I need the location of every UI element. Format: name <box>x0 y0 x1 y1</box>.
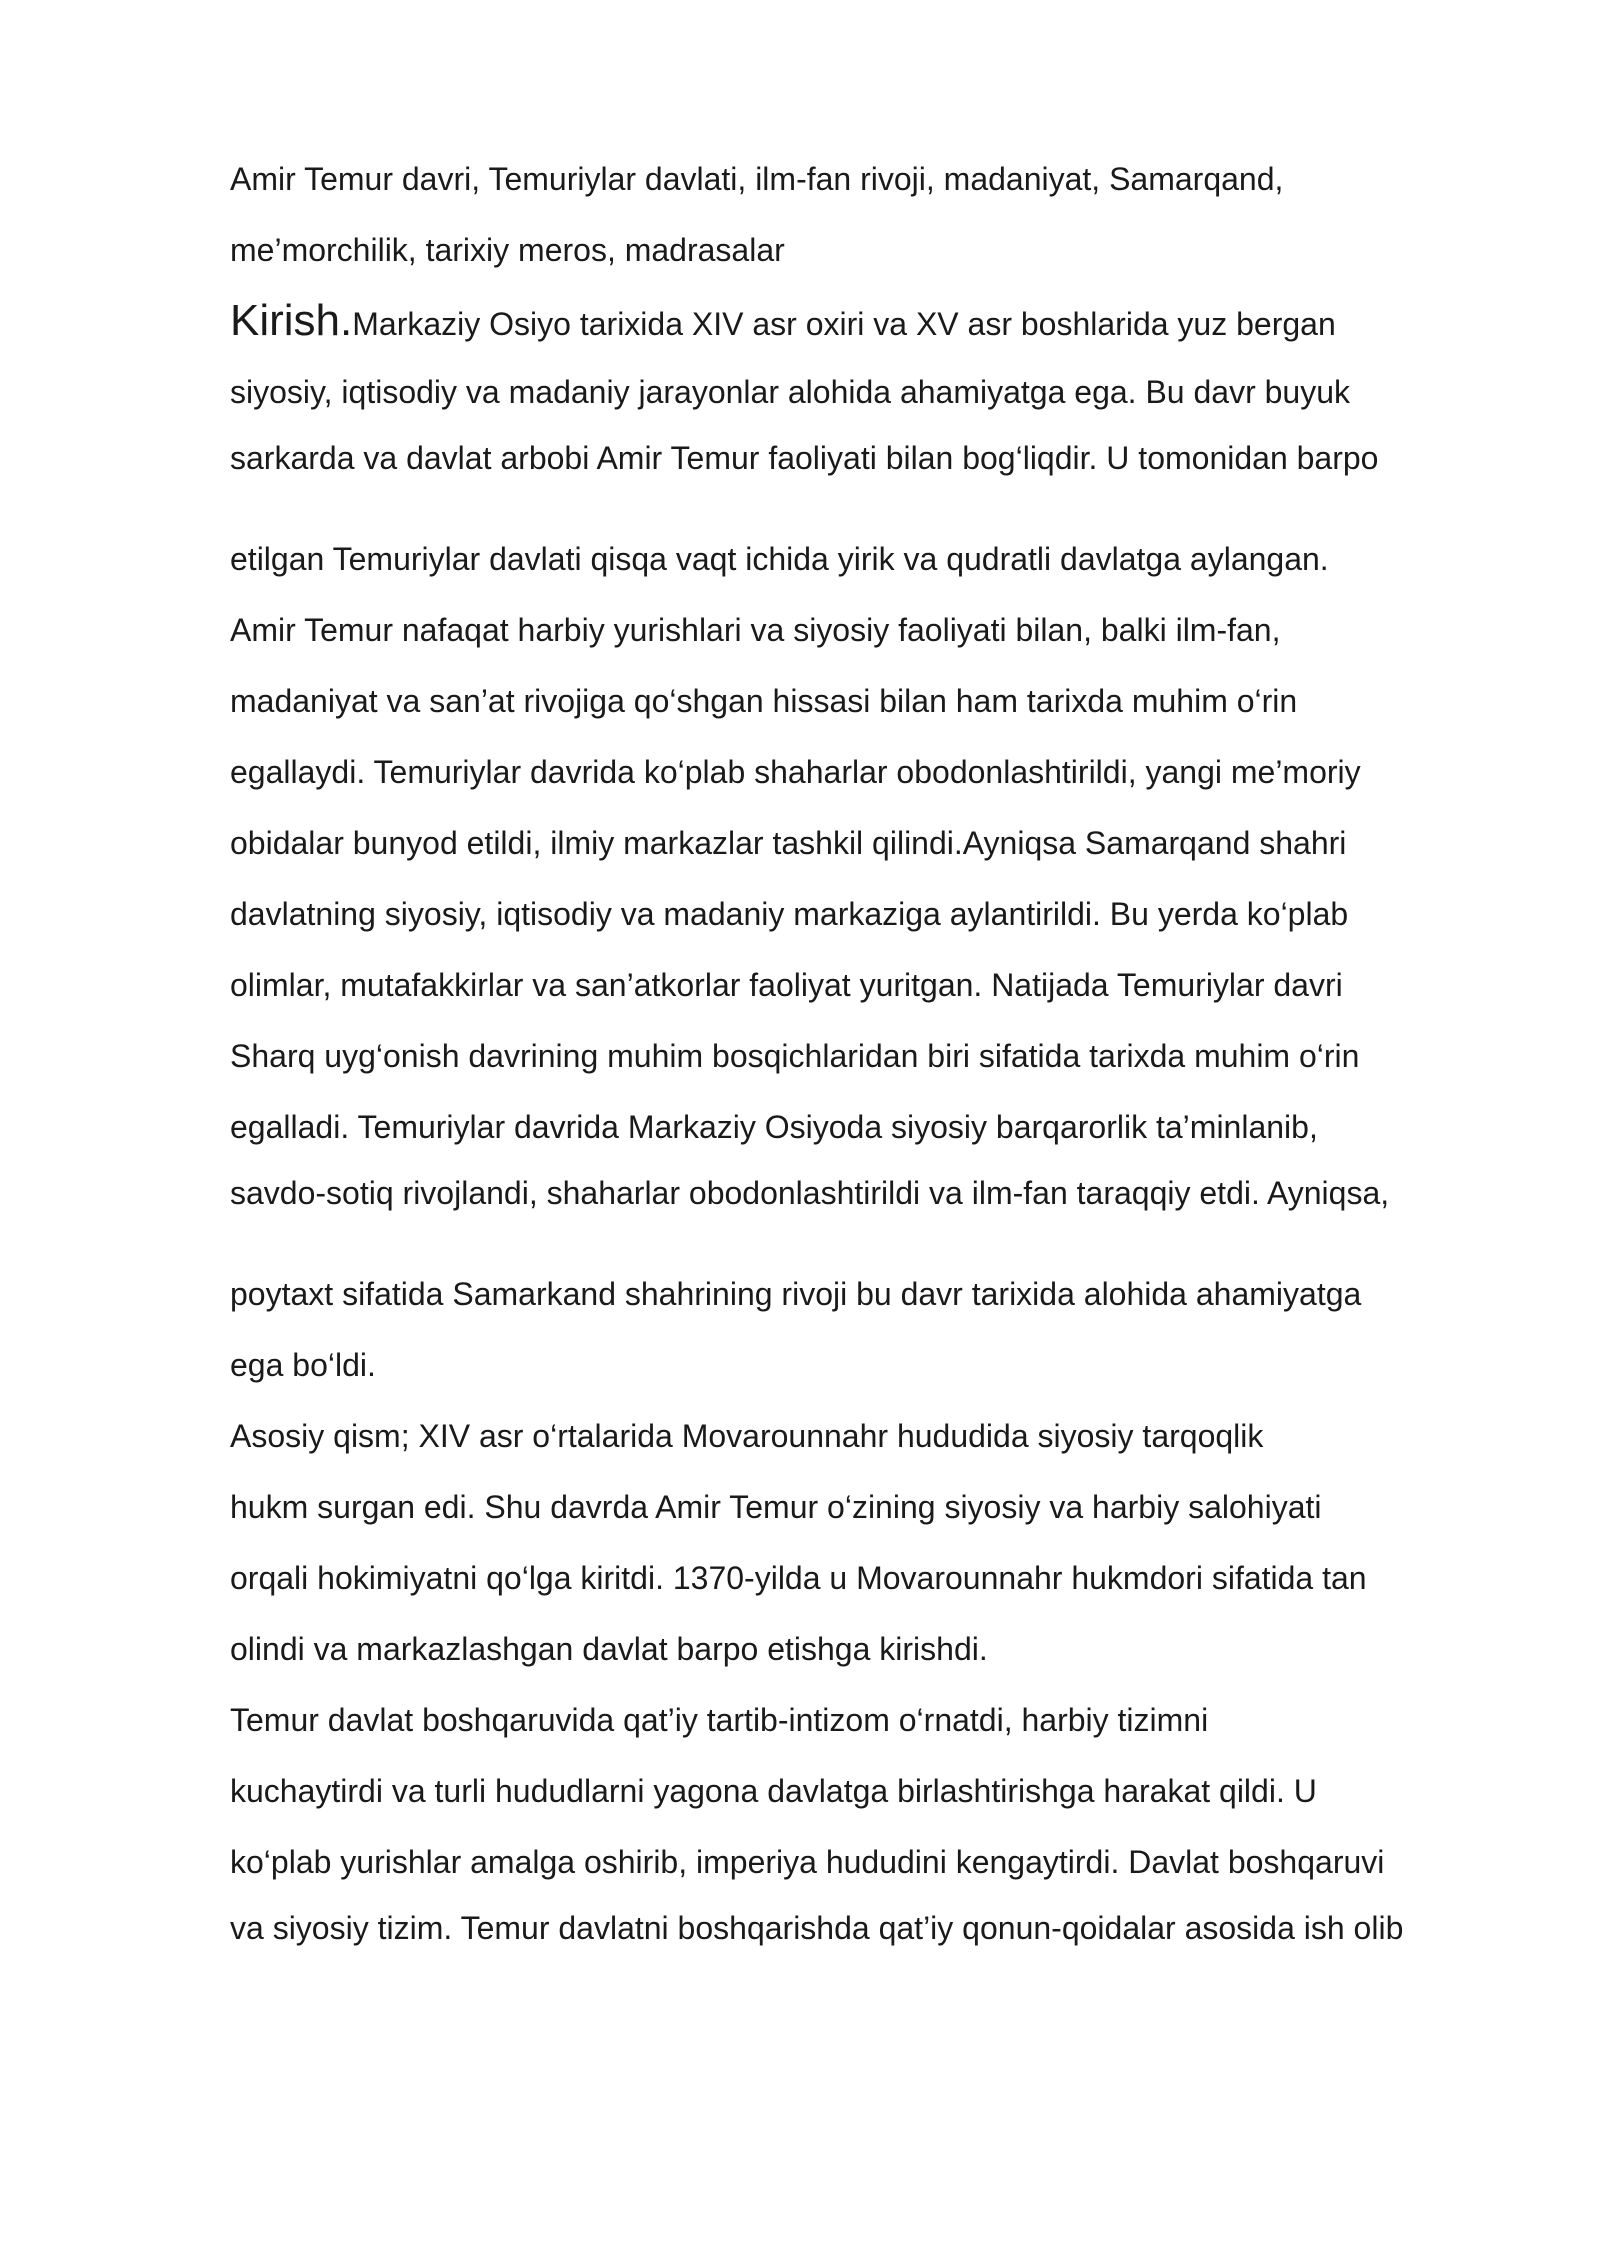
intro-text: Markaziy Osiyo tarixida XIV asr oxiri va XV asr boshlarida yuz bergan <box>352 306 1336 342</box>
paragraph-line: Asosiy qism; XIV asr o‘rtalarida Movarounnahr hududida siyosiy tarqoqlik <box>230 1418 1264 1454</box>
keywords-line: me’morchilik, tarixiy meros, madrasalar <box>230 232 785 268</box>
paragraph-line: ega bo‘ldi. <box>230 1347 376 1383</box>
keywords-line: Amir Temur davri, Temuriylar davlati, ilm-fan rivoji, madaniyat, Samarqand, <box>230 161 1284 197</box>
section-heading-intro: Kirish. <box>230 296 353 345</box>
paragraph-line: egallaydi. Temuriylar davrida ko‘plab shaharlar obodonlashtirildi, yangi me’moriy <box>230 754 1361 790</box>
paragraph-line: va siyosiy tizim. Temur davlatni boshqarishda qat’iy qonun-qoidalar asosida ish olib <box>230 1910 1404 1946</box>
paragraph-line: etilgan Temuriylar davlati qisqa vaqt ichida yirik va qudratli davlatga aylangan. <box>230 541 1329 577</box>
paragraph-line: Amir Temur nafaqat harbiy yurishlari va siyosiy faoliyati bilan, balki ilm-fan, <box>230 612 1281 648</box>
document-body <box>230 150 1530 2000</box>
paragraph-line: obidalar bunyod etildi, ilmiy markazlar tashkil qilindi.Ayniqsa Samarqand shahri <box>230 825 1347 861</box>
paragraph-line: siyosiy, iqtisodiy va madaniy jarayonlar alohida ahamiyatga ega. Bu davr buyuk <box>230 374 1351 410</box>
paragraph-line: davlatning siyosiy, iqtisodiy va madaniy markaziga aylantirildi. Bu yerda ko‘plab <box>230 896 1349 932</box>
paragraph-line: madaniyat va san’at rivojiga qo‘shgan hissasi bilan ham tarixda muhim o‘rin <box>230 683 1298 719</box>
paragraph-line: hukm surgan edi. Shu davrda Amir Temur o‘zining siyosiy va harbiy salohiyati <box>230 1489 1322 1525</box>
paragraph-line: ko‘plab yurishlar amalga oshirib, imperiya hududini kengaytirdi. Davlat boshqaruvi <box>230 1844 1385 1880</box>
paragraph-line: egalladi. Temuriylar davrida Markaziy Osiyoda siyosiy barqarorlik ta’minlanib, <box>230 1109 1318 1145</box>
paragraph-line: olimlar, mutafakkirlar va san’atkorlar faoliyat yuritgan. Natijada Temuriylar davri <box>230 967 1343 1003</box>
paragraph-line: olindi va markazlashgan davlat barpo etishga kirishdi. <box>230 1631 988 1667</box>
paragraph-line: kuchaytirdi va turli hududlarni yagona davlatga birlashtirishga harakat qildi. U <box>230 1773 1317 1809</box>
paragraph-line: orqali hokimiyatni qo‘lga kiritdi. 1370-yilda u Movarounnahr hukmdori sifatida tan <box>230 1560 1367 1596</box>
paragraph-line: Temur davlat boshqaruvida qat’iy tartib-intizom o‘rnatdi, harbiy tizimni <box>230 1702 1209 1738</box>
paragraph-line: poytaxt sifatida Samarkand shahrining rivoji bu davr tarixida alohida ahamiyatga <box>230 1276 1362 1312</box>
intro-line <box>230 292 1530 363</box>
paragraph-line: savdo-sotiq rivojlandi, shaharlar obodonlashtirildi va ilm-fan taraqqiy etdi. Ayniqsa, <box>230 1175 1390 1211</box>
paragraph-line: sarkarda va davlat arbobi Amir Temur faoliyati bilan bog‘liqdir. U tomonidan barpo <box>230 440 1379 476</box>
paragraph-line: Sharq uyg‘onish davrining muhim bosqichlaridan biri sifatida tarixda muhim o‘rin <box>230 1038 1360 1074</box>
